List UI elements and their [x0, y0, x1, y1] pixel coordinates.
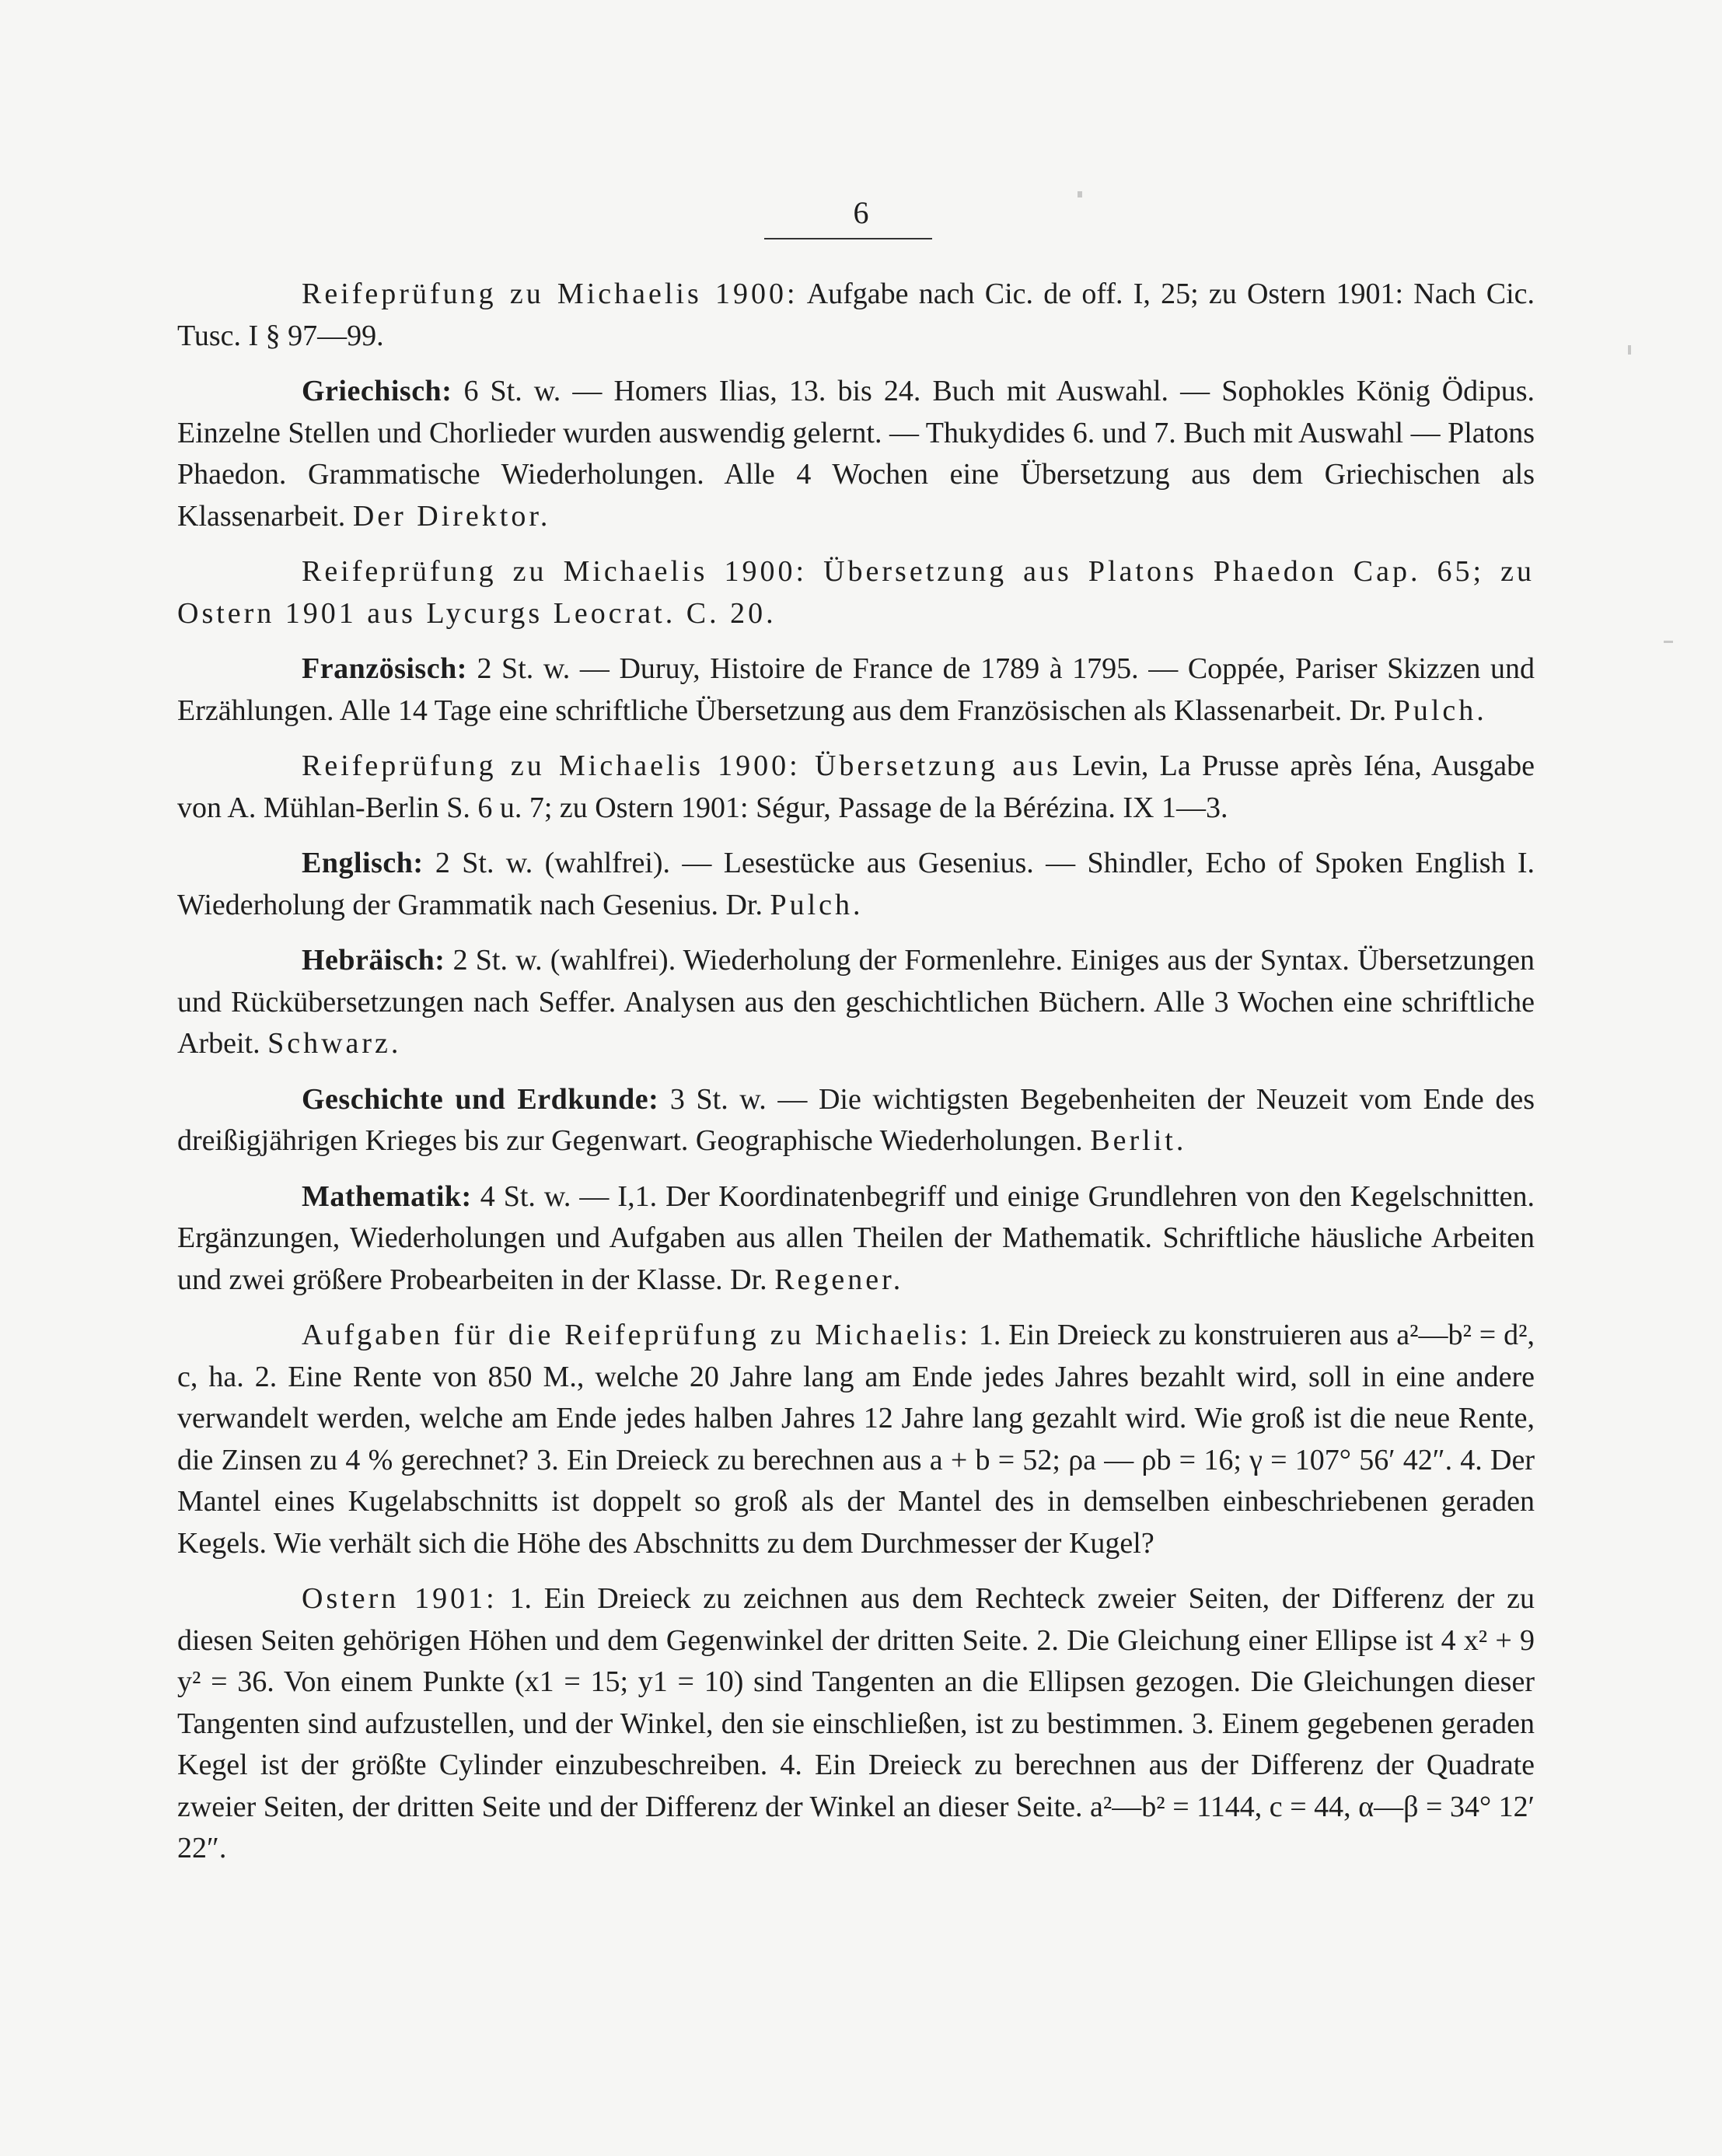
paragraph-text: 4 St. w. — I,1. Der Koordinatenbegriff und einige Grundlehren von den Kegelschnitten. Ergänzungen, Wiederholungen und Aufgaben aus allen Theilen der Mathematik. Schriftliche häusliche Arbeiten und zwei größere Probearbeiten in der Klasse. Dr.	[177, 1179, 1535, 1296]
paragraph-latin-exam	[177, 274, 1535, 357]
page-number: 6	[853, 195, 869, 230]
exam-lead: Ostern 1901:	[302, 1582, 498, 1615]
subject-heading: Englisch:	[302, 847, 424, 879]
subject-heading: Griechisch:	[302, 375, 452, 407]
paragraph-text: 1. Ein Dreieck zu zeichnen aus dem Rechteck zweier Seiten, der Differenz der zu diesen Seiten gehörigen Höhen und dem Gegenwinkel der dritten Seite. 2. Die Gleichung einer Ellipse ist 4 x² + 9 y² = 36. Von einem Punkte (x1 = 15; y1 = 10) sind Tangenten an die Ellipsen gezogen. Die Gleichungen dieser Tangenten sind aufzustellen, und der Winkel, den sie einschließen, ist zu bestimmen. 3. Einem gegebenen geraden Kegel ist der größte Cylinder einzubeschreiben. 4. Ein Dreieck zu berechnen aus der Differenz der Quadrate zweier Seiten, der dritten Seite und der Differenz der Winkel an dieser Seite. a²—b² = 1144, c = 44, α—β = 34° 12′ 22″.	[177, 1582, 1535, 1864]
teacher-name: Der Direktor.	[352, 499, 551, 533]
paragraph-text: Levin, La Prusse après Iéna, Ausgabe von A. Mühlan-Berlin S. 6 u. 7; zu Ostern 1901: Ségur, Passage de la Bérézina. IX 1—3.	[177, 750, 1535, 824]
paragraph-text: 3 St. w. — Die wichtigsten Begebenheiten der Neuzeit vom Ende des dreißigjährigen Krieges bis zur Gegenwart. Geographische Wiederholungen.	[177, 1082, 1535, 1157]
paragraph-text: 2 St. w. (wahlfrei). Wiederholung der Formenlehre. Einiges aus der Syntax. Übersetzungen und Rückübersetzungen nach Seffer. Analysen aus den geschichtlichen Büchern. Alle 3 Wochen eine schriftliche Arbeit.	[177, 944, 1535, 1060]
scan-speck	[1664, 641, 1673, 643]
teacher-name: Regener.	[774, 1263, 904, 1296]
scan-speck	[1628, 345, 1631, 355]
paragraph-text: 6 St. w. — Homers Ilias, 13. bis 24. Buch mit Auswahl. — Sophokles König Ödipus. Einzelne Stellen und Chorlieder wurden auswendig gelernt. — Thukydides 6. und 7. Buch mit Auswahl — Platons Phaedon. Grammatische Wiederholungen. Alle 4 Wochen eine Übersetzung aus dem Griechischen als Klassenarbeit.	[177, 375, 1535, 533]
paragraph-text: Aufgabe nach Cic. de off. I, 25; zu Ostern 1901: Nach Cic. Tusc. I § 97—99.	[177, 278, 1535, 352]
exam-lead: Reifeprüfung zu Michaelis 1900:	[302, 278, 798, 310]
exam-lead: Reifeprüfung zu Michaelis 1900: Übersetzung aus	[302, 750, 1061, 782]
paragraph-text: 2 St. w. — Duruy, Histoire de France de 1789 à 1795. — Coppée, Pariser Skizzen und Erzählungen. Alle 14 Tage eine schriftliche Übersetzung aus dem Französischen als Klassenarbeit. Dr.	[177, 652, 1535, 727]
paragraph-greek-exam	[177, 551, 1535, 634]
scan-speck	[1078, 191, 1082, 197]
subject-heading: Geschichte und Erdkunde:	[302, 1082, 659, 1116]
paragraph-history	[177, 1079, 1535, 1162]
paragraph-text: 1. Ein Dreieck zu konstruieren aus a²—b² = d², c, ha. 2. Eine Rente von 850 M., welche 20 Jahre lang am Ende jedes Jahres bezahlt wird, soll in eine andere verwandelt werden, welche am Ende jedes halben Jahres 12 Jahre lang gezahlt wird. Wie groß ist die neue Rente, die Zinsen zu 4 % gerechnet? 3. Ein Dreieck zu berechnen aus a + b = 52; ρa — ρb = 16; γ = 107° 56′ 42″. 4. Der Mantel eines Kugelabschnitts ist doppelt so groß als der Mantel des in demselben einbeschriebenen geraden Kegels. Wie verhält sich die Höhe des Abschnitts zu dem Durchmesser der Kugel?	[177, 1319, 1535, 1560]
teacher-name: Schwarz.	[267, 1027, 402, 1060]
paragraph-french	[177, 648, 1535, 732]
subject-heading: Französisch:	[302, 652, 467, 685]
exam-lead: Reifeprüfung zu Michaelis 1900: Übersetzung aus Platons Phaedon Cap. 65; zu Ostern 1901 aus Lycurgs Leocrat. C. 20.	[177, 555, 1535, 630]
paragraph-hebrew	[177, 940, 1535, 1065]
page-number-rule	[764, 238, 932, 239]
paragraph-text: 2 St. w. (wahlfrei). — Lesestücke aus Gesenius. — Shindler, Echo of Spoken English I. Wiederholung der Grammatik nach Gesenius. Dr.	[177, 847, 1535, 921]
paragraph-math-exam-michaelis	[177, 1315, 1535, 1564]
exam-lead: Aufgaben für die Reifeprüfung zu Michaelis:	[302, 1319, 971, 1351]
paragraph-mathematics	[177, 1176, 1535, 1302]
teacher-name: Pulch.	[1393, 694, 1487, 727]
subject-heading: Hebräisch:	[302, 944, 445, 977]
teacher-name: Berlit.	[1090, 1124, 1187, 1157]
paragraph-math-exam-ostern	[177, 1578, 1535, 1870]
teacher-name: Pulch.	[770, 888, 864, 921]
subject-heading: Mathematik:	[302, 1179, 472, 1213]
paragraph-greek	[177, 371, 1535, 537]
body-text	[177, 274, 1535, 1884]
paragraph-english	[177, 843, 1535, 926]
paragraph-french-exam	[177, 746, 1535, 829]
